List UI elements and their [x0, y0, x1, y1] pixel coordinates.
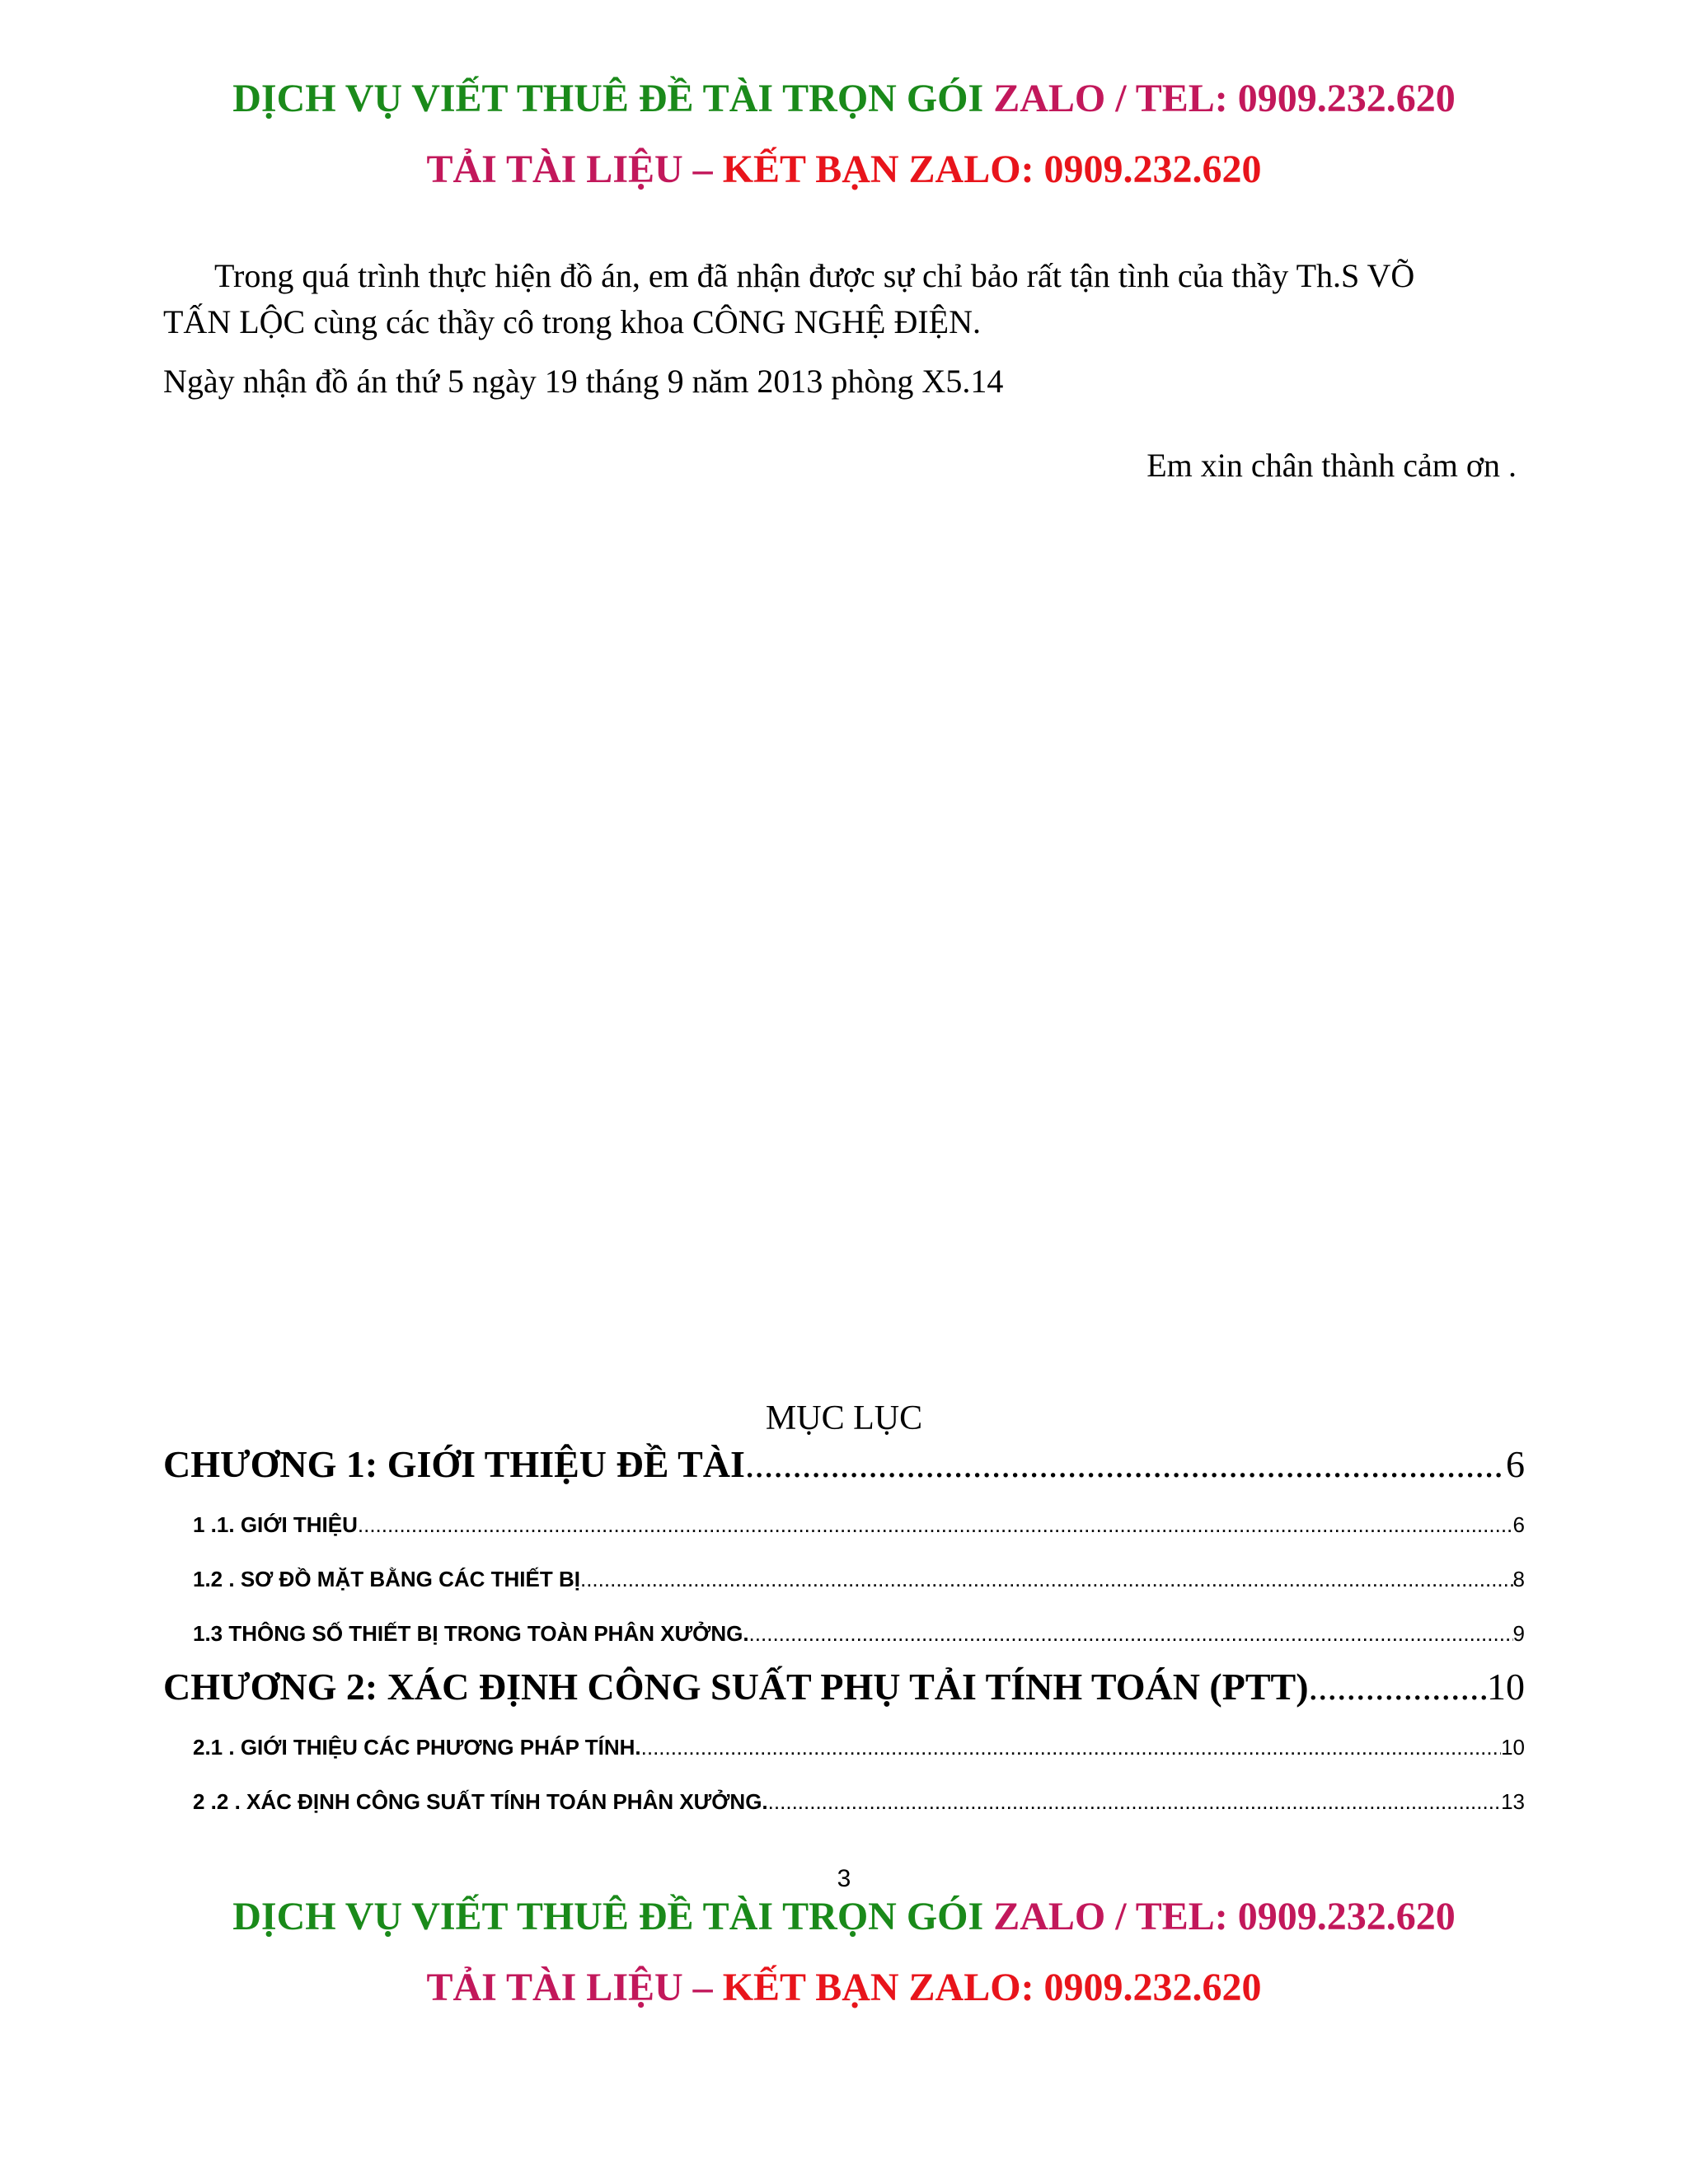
toc-entry-label: 1.3 THÔNG SỐ THIẾT BỊ TRONG TOÀN PHÂN XƯỞNG. — [193, 1621, 749, 1646]
acknowledgement-line-1: Trong quá trình thực hiện đồ án, em đã nhận được sự chỉ bảo rất tận tình của thầy Th.S VÕ — [214, 257, 1415, 294]
toc-entry-label: 2.1 . GIỚI THIỆU CÁC PHƯƠNG PHÁP TÍNH. — [193, 1735, 641, 1760]
toc-leader-dots — [768, 1785, 1501, 1818]
header-contact-text: ZALO / TEL: 0909.232.620 — [993, 77, 1456, 120]
toc-leader-dots — [641, 1731, 1501, 1764]
acknowledgement-line-2: TẤN LỘC cùng các thầy cô trong khoa CÔNG NGHỆ ĐIỆN. — [163, 303, 981, 340]
toc-title: MỤC LỤC — [765, 1399, 923, 1437]
toc-entry-page: 9 — [1512, 1621, 1525, 1646]
toc-entry-label: 1 .1. GIỚI THIỆU — [193, 1512, 358, 1537]
thanks-text: Em xin chân thành cảm ơn . — [1146, 447, 1517, 484]
toc-entry-label: CHƯƠNG 2: XÁC ĐỊNH CÔNG SUẤT PHỤ TẢI TÍNH TOÁN (PTT) — [163, 1666, 1309, 1708]
assignment-date-text: Ngày nhận đồ án thứ 5 ngày 19 tháng 9 năm 2013 phòng X5.14 — [163, 363, 1004, 400]
toc-entry-section-2-2[interactable] — [193, 1785, 1525, 1818]
footer-download-text: TẢI TÀI LIỆU – — [426, 1966, 723, 2009]
toc-leader-dots — [358, 1508, 1513, 1541]
toc-entry-chapter-2[interactable] — [163, 1663, 1525, 1711]
footer-contact-text: ZALO / TEL: 0909.232.620 — [993, 1895, 1456, 1938]
footer-banner-line-2 — [0, 1963, 1688, 2013]
header-download-text: TẢI TÀI LIỆU – — [426, 148, 723, 191]
footer-service-text: DỊCH VỤ VIẾT THUÊ ĐỀ TÀI TRỌN GÓI — [232, 1895, 994, 1938]
toc-entry-section-2-1[interactable] — [193, 1731, 1525, 1764]
toc-entry-page: 6 — [1506, 1443, 1525, 1485]
toc-entry-page: 10 — [1487, 1666, 1525, 1708]
toc-entry-page: 13 — [1501, 1789, 1525, 1814]
header-zalo-text: KẾT BẠN ZALO: 0909.232.620 — [722, 148, 1262, 191]
toc-leader-dots — [1309, 1663, 1487, 1711]
toc-entry-label: CHƯƠNG 1: GIỚI THIỆU ĐỀ TÀI — [163, 1443, 745, 1485]
toc-leader-dots — [745, 1441, 1506, 1488]
toc-leader-dots — [749, 1617, 1513, 1650]
header-service-text: DỊCH VỤ VIẾT THUÊ ĐỀ TÀI TRỌN GÓI — [232, 77, 994, 120]
toc-entry-page: 10 — [1501, 1735, 1525, 1760]
toc-entry-section-1-1[interactable] — [193, 1508, 1525, 1541]
toc-entry-chapter-1[interactable] — [163, 1441, 1525, 1488]
toc-leader-dots — [580, 1563, 1513, 1596]
toc-entry-section-1-2[interactable] — [193, 1563, 1525, 1596]
header-banner-line-1 — [0, 74, 1688, 124]
header-banner-line-2 — [0, 145, 1688, 194]
footer-banner-line-1 — [0, 1892, 1688, 1942]
footer-zalo-text: KẾT BẠN ZALO: 0909.232.620 — [722, 1966, 1262, 2009]
toc-entry-label: 2 .2 . XÁC ĐỊNH CÔNG SUẤT TÍNH TOÁN PHÂN XƯỞNG. — [193, 1789, 768, 1814]
toc-entry-page: 8 — [1512, 1567, 1525, 1591]
page-number: 3 — [837, 1865, 851, 1892]
toc-entry-page: 6 — [1512, 1512, 1525, 1537]
toc-entry-section-1-3[interactable] — [193, 1617, 1525, 1650]
toc-entry-label: 1.2 . SƠ ĐỒ MẶT BẰNG CÁC THIẾT BỊ — [193, 1567, 580, 1591]
